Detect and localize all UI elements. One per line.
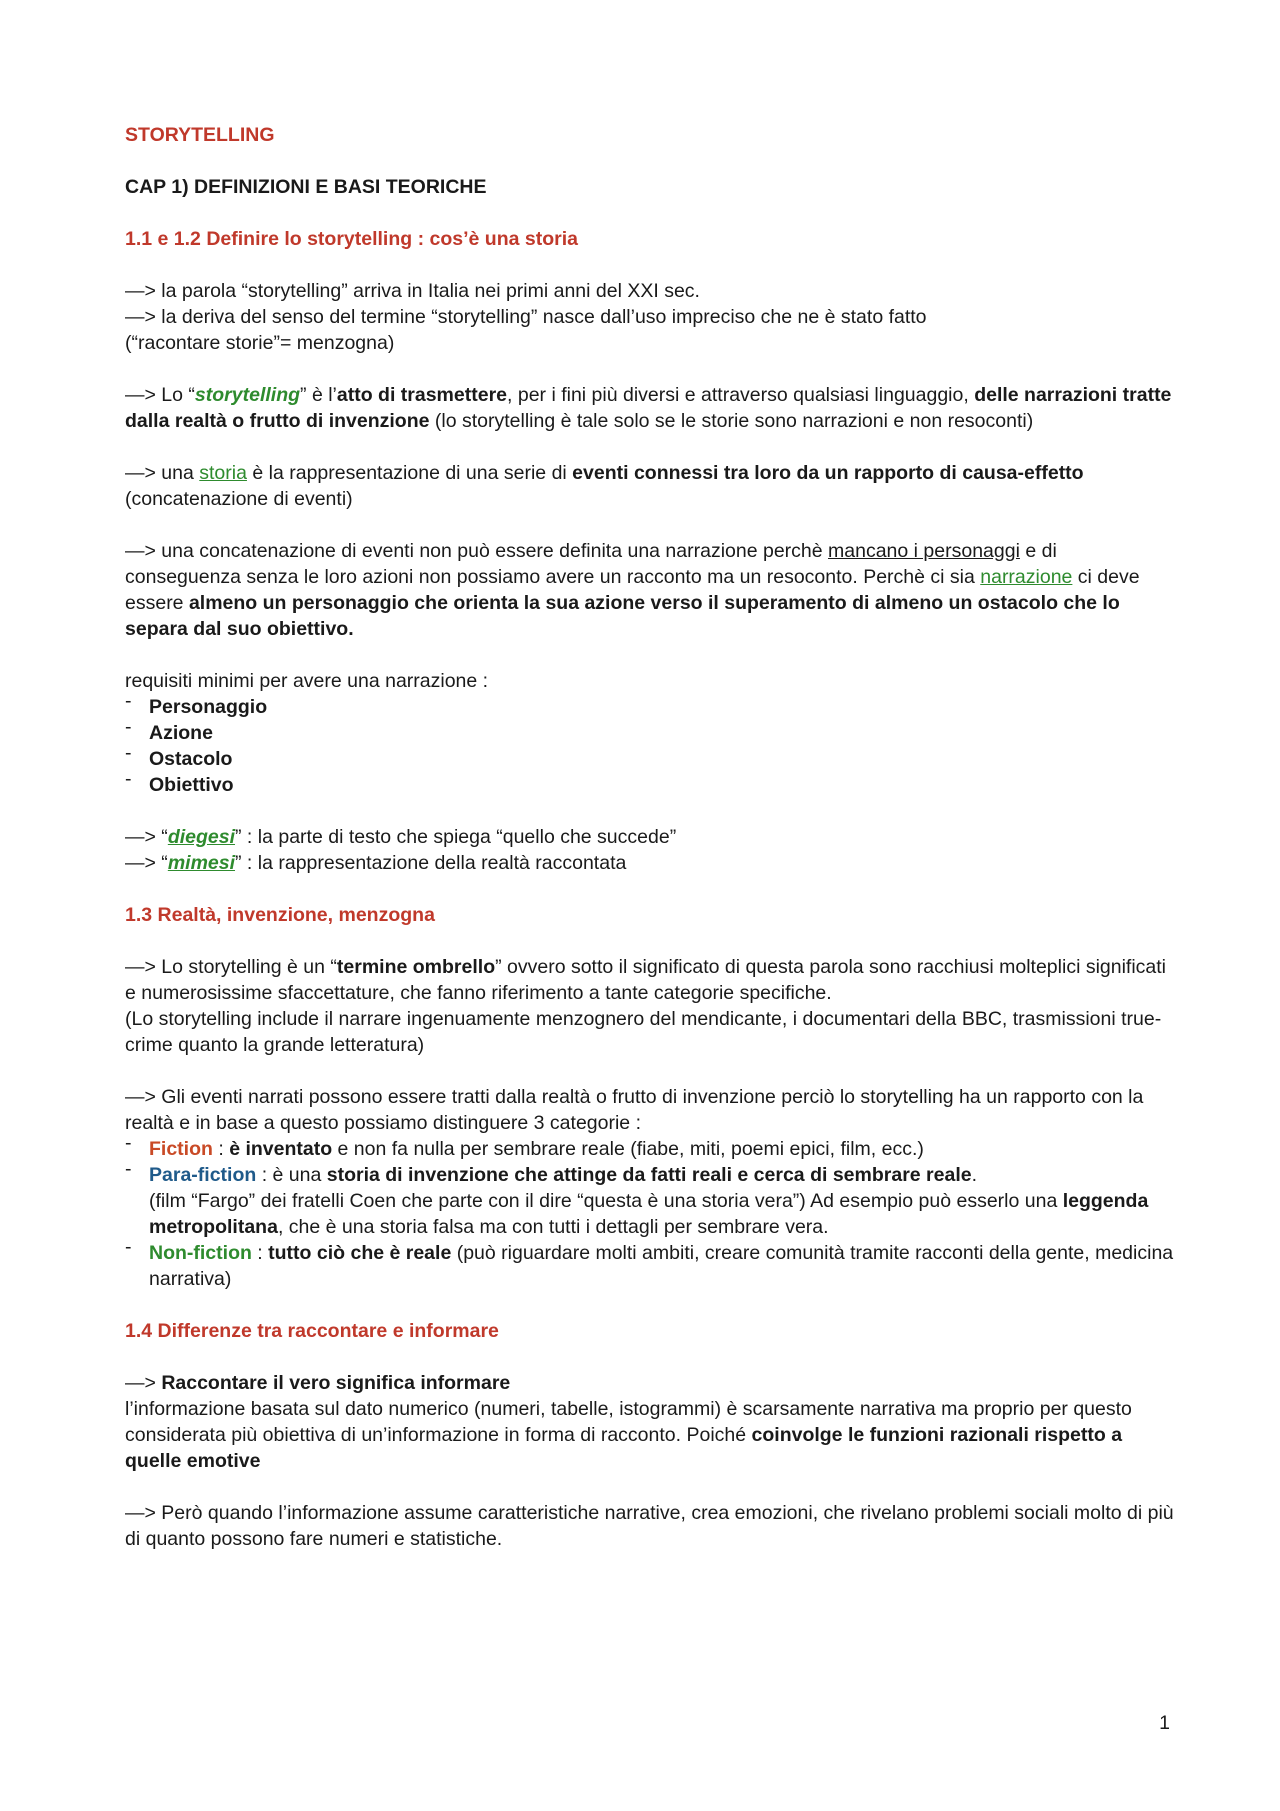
text-line: (Lo storytelling include il narrare ingenuamente menzognero del mendicante, i documentari della BBC, trasmissioni true-crime quanto la grande letteratura) [125,1008,1162,1056]
label-fiction: Fiction [149,1138,213,1160]
paragraph-informazione-narrativa: —> Però quando l’informazione assume caratteristiche narrative, crea emozioni, che rivelano problemi sociali molto di più di quanto possono fare numeri e statistiche. [125,1502,1174,1550]
text-line: —> la deriva del senso del termine “storytelling” nasce dall’uso impreciso che ne è stato fatto [125,306,927,328]
text-line: (“racontare storie”= menzogna) [125,332,395,354]
paragraph-categories-intro: —> Gli eventi narrati possono essere tratti dalla realtà o frutto di invenzione perciò lo storytelling ha un rapporto con la realtà e in base a questo possiamo distinguere 3 categorie : [125,1086,1144,1134]
requisites-list [125,694,1175,798]
label-parafiction: Para-fiction [149,1164,257,1186]
chapter-heading: CAP 1) DEFINIZIONI E BASI TEORICHE [125,176,487,198]
category-parafiction [125,1162,1175,1240]
category-nonfiction [125,1240,1175,1292]
paragraph-raccontare [125,1370,1175,1474]
document-page [125,122,1175,1552]
keyword-mimesi: mimesi [167,852,236,874]
label-nonfiction: Non-fiction [149,1242,252,1264]
keyword-storia: storia [199,462,247,484]
paragraph [125,278,1175,356]
list-item: - Obiettivo [125,772,1175,798]
paragraph-termine-ombrello [125,954,1175,1058]
paragraph-storia-definition: —> una storia è la rappresentazione di una serie di eventi connessi tra loro da un rapporto di causa-effetto (concatenazione di eventi) [125,462,1084,510]
paragraph-storytelling-definition: —> Lo “storytelling” è l’atto di trasmettere, per i fini più diversi e attraverso qualsiasi linguaggio, delle narrazioni tratte dalla realtà o frutto di invenzione (lo storytelling è tale solo se le storie sono narrazioni e non resoconti) [125,384,1172,432]
list-item: - Non-fiction : tutto ciò che è reale (può riguardare molti ambiti, creare comunità tramite racconti della gente, medicina narrativa) [125,1240,1175,1292]
page-number: 1 [1159,1712,1170,1734]
section-heading-1-4: 1.4 Differenze tra raccontare e informare [125,1320,499,1342]
underlined-phrase: mancano i personaggi [828,540,1020,562]
keyword-diegesi: diegesi [167,826,236,848]
list-item: - Fiction : è inventato e non fa nulla per sembrare reale (fiabe, miti, poemi epici, film, ecc.) [125,1136,1175,1162]
text-line: —> la parola “storytelling” arriva in Italia nei primi anni del XXI sec. [125,280,700,302]
paragraph-diegesi-mimesi [125,824,1175,876]
paragraph-narrazione: —> una concatenazione di eventi non può essere definita una narrazione perchè mancano i personaggi e di conseguenza senza le loro azioni non possiamo avere un racconto ma un resoconto. Perchè ci sia narrazione ci deve essere almeno un personaggio che orienta la sua azione verso il superamento di almeno un ostacolo che lo separa dal suo obiettivo. [125,540,1140,640]
requisites-intro: requisiti minimi per avere una narrazione : [125,670,489,692]
list-item: - Para-fiction : è una storia di invenzione che attinge da fatti reali e cerca di sembrare reale. (film “Fargo” dei fratelli Coen che parte con il dire “questa è una storia vera”) Ad esempio può esserlo una leggenda metropolitana, che è una storia falsa ma con tutti i dettagli per sembrare vera. [125,1162,1175,1240]
text-line: —> Raccontare il vero significa informare [125,1372,511,1394]
text-line: —> Lo storytelling è un “termine ombrello” ovvero sotto il significato di questa parola sono racchiusi molteplici significati e numerosissime sfaccettature, che fanno riferimento a tante categorie specifiche. [125,956,1167,1004]
list-item: - Ostacolo [125,746,1175,772]
list-item: - Azione [125,720,1175,746]
text-line: —> “mimesi” : la rappresentazione della realtà raccontata [125,852,627,874]
section-heading-1-3: 1.3 Realtà, invenzione, menzogna [125,904,435,926]
category-fiction [125,1136,1175,1162]
text-line: —> “diegesi” : la parte di testo che spiega “quello che succede” [125,826,677,848]
text-line: l’informazione basata sul dato numerico (numeri, tabelle, istogrammi) è scarsamente narrativa ma proprio per questo considerata più obiettiva di un’informazione in forma di racconto. Poiché coinvolge le funzioni razionali rispetto a quelle emotive [125,1398,1132,1472]
document-title: STORYTELLING [125,124,275,146]
keyword-storytelling: storytelling [194,384,301,406]
section-heading-1-1: 1.1 e 1.2 Definire lo storytelling : cos’è una storia [125,228,578,250]
list-item: - Personaggio [125,694,1175,720]
keyword-narrazione: narrazione [980,566,1073,588]
